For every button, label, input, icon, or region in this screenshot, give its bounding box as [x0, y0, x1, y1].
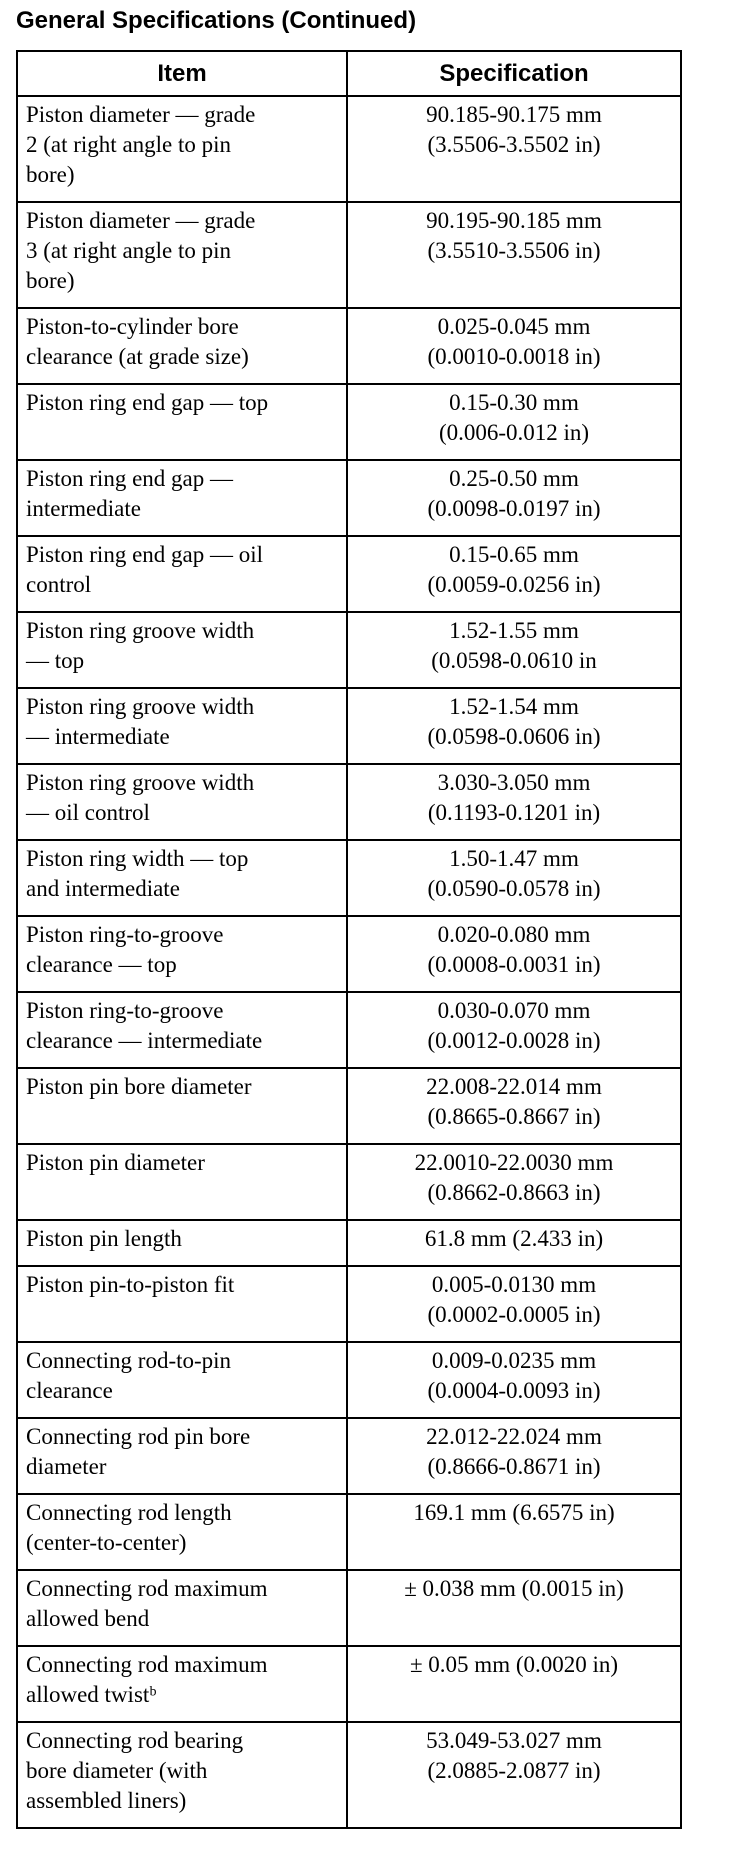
table-row — [17, 1418, 681, 1494]
table-row — [17, 688, 681, 764]
item-text: Piston ring-to-groove clearance — intermediate — [26, 998, 263, 1053]
specification-cell — [347, 96, 681, 202]
specification-text: 0.025-0.045 mm (0.0010-0.0018 in) — [427, 314, 601, 369]
item-text: Piston pin-to-piston fit — [26, 1272, 235, 1297]
specification-text: 1.52-1.55 mm (0.0598-0.0610 in — [431, 618, 597, 673]
item-cell — [17, 764, 347, 840]
column-header-item: Item — [17, 51, 347, 96]
specification-cell — [347, 1144, 681, 1220]
item-cell — [17, 460, 347, 536]
item-text: Connecting rod-to-pin clearance — [26, 1348, 232, 1403]
table-row — [17, 308, 681, 384]
item-cell — [17, 202, 347, 308]
item-cell — [17, 1266, 347, 1342]
item-cell — [17, 1494, 347, 1570]
table-row — [17, 840, 681, 916]
item-text: Piston diameter — grade 3 (at right angle to pin bore) — [26, 208, 256, 293]
table-row — [17, 612, 681, 688]
specification-text: 1.50-1.47 mm (0.0590-0.0578 in) — [427, 846, 601, 901]
specification-text: 22.0010-22.0030 mm (0.8662-0.8663 in) — [414, 1150, 614, 1205]
item-text: Piston ring end gap — oil control — [26, 542, 264, 597]
item-text: Connecting rod length (center-to-center) — [26, 1500, 232, 1555]
table-row — [17, 536, 681, 612]
item-text: Piston-to-cylinder bore clearance (at grade size) — [26, 314, 249, 369]
item-text: Piston ring width — top and intermediate — [26, 846, 249, 901]
specification-text: 90.195-90.185 mm (3.5510-3.5506 in) — [426, 208, 602, 263]
specification-cell — [347, 460, 681, 536]
item-cell — [17, 992, 347, 1068]
table-row — [17, 1144, 681, 1220]
table-row — [17, 1266, 681, 1342]
specification-text: 53.049-53.027 mm (2.0885-2.0877 in) — [426, 1728, 602, 1783]
item-text: Piston pin bore diameter — [26, 1074, 252, 1099]
specification-text: 3.030-3.050 mm (0.1193-0.1201 in) — [427, 770, 601, 825]
table-row — [17, 1068, 681, 1144]
specification-text: 22.008-22.014 mm (0.8665-0.8667 in) — [426, 1074, 602, 1129]
specification-cell — [347, 764, 681, 840]
specification-cell — [347, 1068, 681, 1144]
item-cell — [17, 1646, 347, 1722]
item-cell — [17, 308, 347, 384]
table-row — [17, 1342, 681, 1418]
item-text: Connecting rod bearing bore diameter (with assembled liners) — [26, 1728, 244, 1813]
specification-cell — [347, 384, 681, 460]
specification-cell — [347, 1266, 681, 1342]
item-text: Piston ring groove width — oil control — [26, 770, 255, 825]
table-row — [17, 916, 681, 992]
item-cell — [17, 96, 347, 202]
table-row — [17, 1646, 681, 1722]
specification-text: 61.8 mm (2.433 in) — [424, 1226, 604, 1251]
specification-cell — [347, 1646, 681, 1722]
specification-cell — [347, 916, 681, 992]
specification-text: 0.005-0.0130 mm (0.0002-0.0005 in) — [427, 1272, 601, 1327]
table-row — [17, 1220, 681, 1266]
specification-cell — [347, 992, 681, 1068]
item-text: Piston ring end gap — top — [26, 390, 269, 415]
specification-text: 0.15-0.30 mm (0.006-0.012 in) — [438, 390, 590, 445]
item-cell — [17, 1144, 347, 1220]
item-text: Piston diameter — grade 2 (at right angle to pin bore) — [26, 102, 256, 187]
table-header-row — [17, 51, 681, 96]
specification-text: ± 0.05 mm (0.0020 in) — [409, 1652, 619, 1677]
item-text: Piston ring groove width — top — [26, 618, 255, 673]
column-header-specification: Specification — [347, 51, 681, 96]
item-cell — [17, 840, 347, 916]
item-cell — [17, 536, 347, 612]
item-text: Connecting rod maximum allowed bend — [26, 1576, 268, 1631]
specification-cell — [347, 688, 681, 764]
specification-text: 169.1 mm (6.6575 in) — [413, 1500, 615, 1525]
specification-text: 0.25-0.50 mm (0.0098-0.0197 in) — [427, 466, 601, 521]
specification-cell — [347, 1494, 681, 1570]
item-text: Piston ring groove width — intermediate — [26, 694, 255, 749]
specification-cell — [347, 612, 681, 688]
specification-cell — [347, 1418, 681, 1494]
specifications-table — [16, 50, 682, 1829]
table-row — [17, 96, 681, 202]
item-text: Piston pin length — [26, 1226, 182, 1251]
item-cell — [17, 1722, 347, 1828]
table-row — [17, 460, 681, 536]
specification-cell — [347, 202, 681, 308]
item-cell — [17, 1068, 347, 1144]
table-row — [17, 1494, 681, 1570]
specification-cell — [347, 840, 681, 916]
item-text: Piston pin diameter — [26, 1150, 205, 1175]
specification-cell — [347, 1220, 681, 1266]
specification-text: 22.012-22.024 mm (0.8666-0.8671 in) — [426, 1424, 602, 1479]
specification-cell — [347, 308, 681, 384]
table-row — [17, 202, 681, 308]
item-text: Piston ring-to-groove clearance — top — [26, 922, 224, 977]
table-row — [17, 384, 681, 460]
specification-text: 0.020-0.080 mm (0.0008-0.0031 in) — [427, 922, 601, 977]
specification-text: 0.15-0.65 mm (0.0059-0.0256 in) — [427, 542, 601, 597]
item-cell — [17, 1220, 347, 1266]
specification-text: ± 0.038 mm (0.0015 in) — [404, 1576, 624, 1601]
item-cell — [17, 1342, 347, 1418]
specification-cell — [347, 1342, 681, 1418]
table-row — [17, 1722, 681, 1828]
specification-cell — [347, 1722, 681, 1828]
item-cell — [17, 612, 347, 688]
specification-text: 0.030-0.070 mm (0.0012-0.0028 in) — [427, 998, 601, 1053]
item-text: Connecting rod pin bore diameter — [26, 1424, 251, 1479]
specification-text: 0.009-0.0235 mm (0.0004-0.0093 in) — [427, 1348, 601, 1403]
item-cell — [17, 916, 347, 992]
table-row — [17, 764, 681, 840]
table-row — [17, 992, 681, 1068]
item-cell — [17, 384, 347, 460]
item-text: Piston ring end gap — intermediate — [26, 466, 233, 521]
specification-text: 1.52-1.54 mm (0.0598-0.0606 in) — [427, 694, 601, 749]
item-cell — [17, 1418, 347, 1494]
item-text: Connecting rod maximum allowed twistᵇ — [26, 1652, 268, 1707]
specification-text: 90.185-90.175 mm (3.5506-3.5502 in) — [426, 102, 602, 157]
item-cell — [17, 1570, 347, 1646]
specification-cell — [347, 536, 681, 612]
page-title: General Specifications (Continued) — [16, 7, 417, 34]
item-cell — [17, 688, 347, 764]
table-row — [17, 1570, 681, 1646]
specification-cell — [347, 1570, 681, 1646]
